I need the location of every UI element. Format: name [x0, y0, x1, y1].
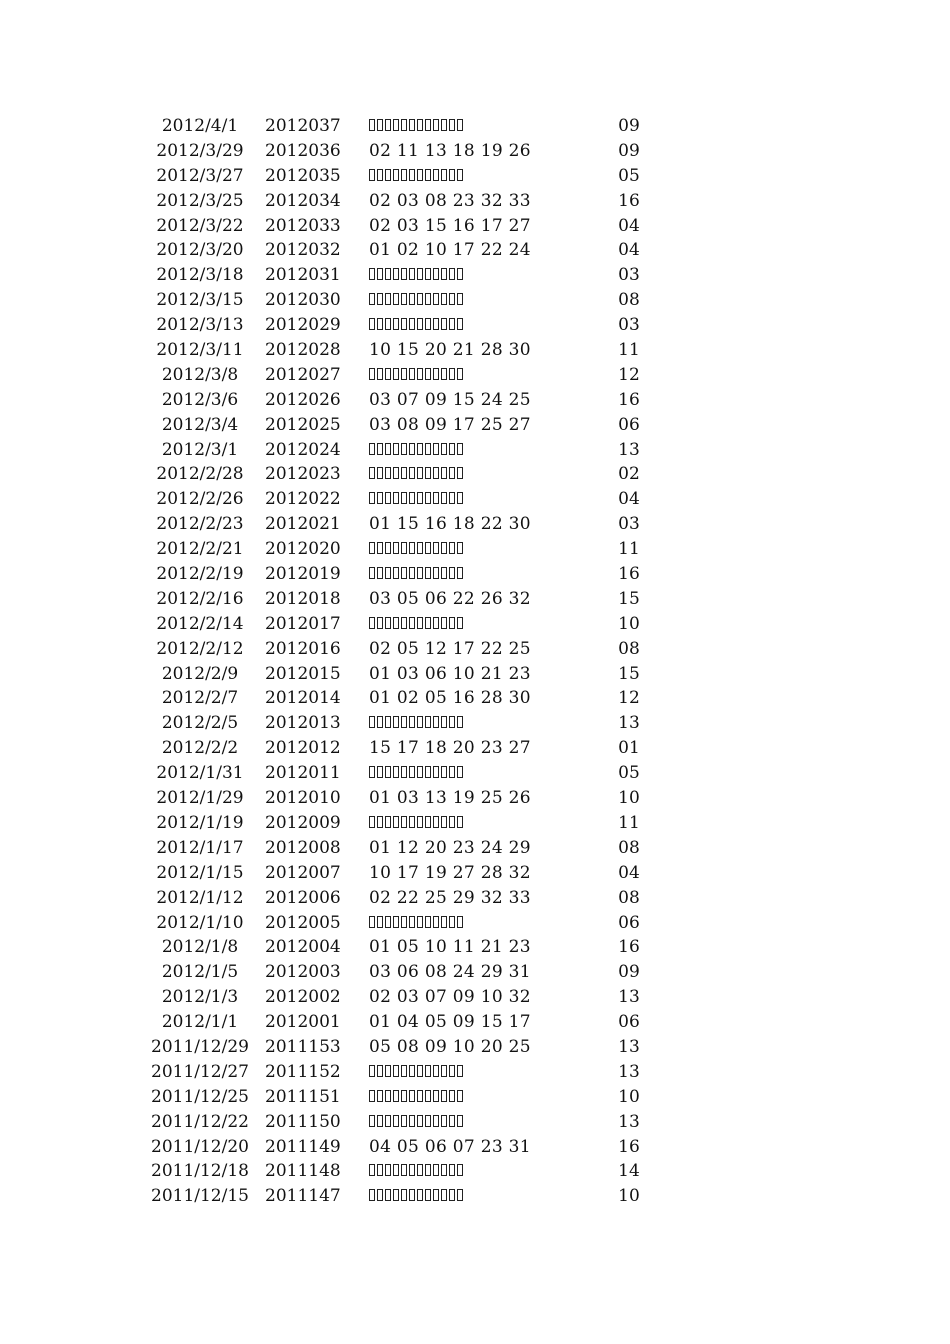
- table-row: [0, 164, 950, 189]
- lottery-results-table: [0, 114, 950, 1209]
- table-row: [0, 861, 950, 886]
- draw-date: 2011/12/27: [151, 1061, 249, 1082]
- issue-number: 2012030: [265, 290, 341, 311]
- table-row: [0, 338, 950, 363]
- missing-glyph-icon: [369, 716, 463, 728]
- issue-number: 2011152: [265, 1061, 341, 1082]
- table-row: [0, 935, 950, 960]
- issue-number: 2012010: [265, 788, 341, 809]
- winning-numbers: 02 03 15 16 17 27: [369, 215, 531, 236]
- garbled-numbers: [369, 487, 463, 512]
- garbled-numbers: [369, 1060, 463, 1085]
- blue-ball-number: 05: [618, 165, 640, 186]
- missing-glyph-icon: [369, 542, 463, 554]
- draw-date: 2012/3/6: [161, 389, 239, 410]
- garbled-numbers: [369, 1159, 463, 1184]
- winning-numbers: 05 08 09 10 20 25: [369, 1036, 531, 1057]
- blue-ball-number: 03: [618, 514, 640, 535]
- draw-date: 2012/4/1: [161, 116, 239, 136]
- issue-number: 2012031: [265, 265, 341, 286]
- draw-date: 2011/12/15: [151, 1186, 249, 1207]
- winning-numbers: 01 02 05 16 28 30: [369, 688, 531, 709]
- draw-date: 2012/1/8: [161, 937, 239, 958]
- blue-ball-number: 09: [618, 116, 640, 136]
- table-row: [0, 288, 950, 313]
- table-row: [0, 537, 950, 562]
- blue-ball-number: 06: [618, 1012, 640, 1033]
- draw-date: 2012/1/31: [156, 763, 244, 784]
- table-row: [0, 114, 950, 139]
- missing-glyph-icon: [369, 816, 463, 828]
- garbled-numbers: [369, 313, 463, 338]
- draw-date: 2012/3/8: [161, 364, 239, 385]
- blue-ball-number: 11: [618, 812, 640, 833]
- blue-ball-number: 12: [618, 364, 640, 385]
- draw-date: 2012/2/12: [156, 638, 244, 659]
- draw-date: 2012/2/5: [161, 713, 239, 734]
- blue-ball-number: 02: [618, 464, 640, 485]
- missing-glyph-icon: [369, 119, 463, 131]
- blue-ball-number: 03: [618, 265, 640, 286]
- blue-ball-number: 14: [618, 1161, 640, 1182]
- blue-ball-number: 11: [618, 539, 640, 560]
- winning-numbers: 02 11 13 18 19 26: [369, 140, 531, 161]
- winning-numbers: 04 05 06 07 23 31: [369, 1136, 531, 1157]
- winning-numbers: 02 22 25 29 32 33: [369, 887, 531, 908]
- issue-number: 2012004: [265, 937, 341, 958]
- missing-glyph-icon: [369, 293, 463, 305]
- garbled-numbers: [369, 1184, 463, 1209]
- table-row: [0, 189, 950, 214]
- table-row: [0, 413, 950, 438]
- table-row: [0, 736, 950, 761]
- garbled-numbers: [369, 263, 463, 288]
- blue-ball-number: 13: [618, 713, 640, 734]
- blue-ball-number: 10: [618, 1186, 640, 1207]
- garbled-numbers: [369, 462, 463, 487]
- draw-date: 2012/2/26: [156, 489, 244, 510]
- missing-glyph-icon: [369, 1164, 463, 1176]
- table-row: [0, 562, 950, 587]
- table-row: [0, 363, 950, 388]
- table-row: [0, 811, 950, 836]
- missing-glyph-icon: [369, 567, 463, 579]
- draw-date: 2012/2/21: [156, 539, 244, 560]
- missing-glyph-icon: [369, 1115, 463, 1127]
- draw-date: 2012/3/22: [156, 215, 244, 236]
- table-row: [0, 263, 950, 288]
- table-row: [0, 886, 950, 911]
- issue-number: 2012022: [265, 489, 341, 510]
- draw-date: 2012/3/4: [161, 414, 239, 435]
- table-row: [0, 1184, 950, 1209]
- blue-ball-number: 05: [618, 763, 640, 784]
- issue-number: 2011153: [265, 1036, 341, 1057]
- draw-date: 2011/12/18: [151, 1161, 249, 1182]
- draw-date: 2012/2/16: [156, 588, 244, 609]
- issue-number: 2012005: [265, 912, 341, 933]
- garbled-numbers: [369, 114, 463, 139]
- issue-number: 2012023: [265, 464, 341, 485]
- table-row: [0, 612, 950, 637]
- winning-numbers: 01 02 10 17 22 24: [369, 240, 531, 261]
- table-row: [0, 686, 950, 711]
- draw-date: 2012/1/5: [161, 962, 239, 983]
- draw-date: 2011/12/25: [151, 1086, 249, 1107]
- draw-date: 2012/3/29: [156, 140, 244, 161]
- blue-ball-number: 08: [618, 638, 640, 659]
- draw-date: 2012/1/29: [156, 788, 244, 809]
- garbled-numbers: [369, 811, 463, 836]
- blue-ball-number: 09: [618, 962, 640, 983]
- draw-date: 2012/2/14: [156, 613, 244, 634]
- blue-ball-number: 10: [618, 613, 640, 634]
- missing-glyph-icon: [369, 318, 463, 330]
- blue-ball-number: 11: [618, 340, 640, 361]
- table-row: [0, 512, 950, 537]
- blue-ball-number: 01: [618, 738, 640, 759]
- garbled-numbers: [369, 911, 463, 936]
- draw-date: 2012/3/18: [156, 265, 244, 286]
- blue-ball-number: 13: [618, 1036, 640, 1057]
- winning-numbers: 02 03 08 23 32 33: [369, 190, 531, 211]
- issue-number: 2012013: [265, 713, 341, 734]
- winning-numbers: 01 12 20 23 24 29: [369, 837, 531, 858]
- draw-date: 2012/2/23: [156, 514, 244, 535]
- table-row: [0, 960, 950, 985]
- issue-number: 2012032: [265, 240, 341, 261]
- issue-number: 2011149: [265, 1136, 341, 1157]
- blue-ball-number: 16: [618, 389, 640, 410]
- table-row: [0, 1085, 950, 1110]
- winning-numbers: 10 17 19 27 28 32: [369, 862, 531, 883]
- garbled-numbers: [369, 438, 463, 463]
- blue-ball-number: 04: [618, 862, 640, 883]
- table-row: [0, 786, 950, 811]
- blue-ball-number: 10: [618, 788, 640, 809]
- draw-date: 2012/3/20: [156, 240, 244, 261]
- draw-date: 2012/3/15: [156, 290, 244, 311]
- table-row: [0, 985, 950, 1010]
- draw-date: 2012/3/27: [156, 165, 244, 186]
- issue-number: 2012037: [265, 116, 341, 136]
- garbled-numbers: [369, 711, 463, 736]
- issue-number: 2012028: [265, 340, 341, 361]
- draw-date: 2012/1/19: [156, 812, 244, 833]
- garbled-numbers: [369, 761, 463, 786]
- issue-number: 2011147: [265, 1186, 341, 1207]
- garbled-numbers: [369, 562, 463, 587]
- garbled-numbers: [369, 612, 463, 637]
- table-row: [0, 637, 950, 662]
- winning-numbers: 03 08 09 17 25 27: [369, 414, 531, 435]
- table-row: [0, 1010, 950, 1035]
- draw-date: 2011/12/20: [151, 1136, 249, 1157]
- draw-date: 2012/1/17: [156, 837, 244, 858]
- missing-glyph-icon: [369, 1065, 463, 1077]
- missing-glyph-icon: [369, 766, 463, 778]
- draw-date: 2011/12/22: [151, 1111, 249, 1132]
- table-row: [0, 238, 950, 263]
- winning-numbers: 15 17 18 20 23 27: [369, 738, 531, 759]
- draw-date: 2012/3/1: [161, 439, 239, 460]
- blue-ball-number: 08: [618, 887, 640, 908]
- blue-ball-number: 13: [618, 1061, 640, 1082]
- draw-date: 2012/2/28: [156, 464, 244, 485]
- issue-number: 2012027: [265, 364, 341, 385]
- issue-number: 2012002: [265, 987, 341, 1008]
- winning-numbers: 01 04 05 09 15 17: [369, 1012, 531, 1033]
- winning-numbers: 01 03 13 19 25 26: [369, 788, 531, 809]
- winning-numbers: 03 07 09 15 24 25: [369, 389, 531, 410]
- missing-glyph-icon: [369, 169, 463, 181]
- blue-ball-number: 16: [618, 564, 640, 585]
- blue-ball-number: 06: [618, 414, 640, 435]
- table-row: [0, 388, 950, 413]
- garbled-numbers: [369, 1110, 463, 1135]
- missing-glyph-icon: [369, 1189, 463, 1201]
- missing-glyph-icon: [369, 368, 463, 380]
- blue-ball-number: 03: [618, 315, 640, 336]
- issue-number: 2012029: [265, 315, 341, 336]
- missing-glyph-icon: [369, 268, 463, 280]
- draw-date: 2012/2/2: [161, 738, 239, 759]
- blue-ball-number: 06: [618, 912, 640, 933]
- draw-date: 2012/1/1: [161, 1012, 239, 1033]
- table-row: [0, 1159, 950, 1184]
- table-row: [0, 836, 950, 861]
- table-row: [0, 438, 950, 463]
- table-row: [0, 313, 950, 338]
- missing-glyph-icon: [369, 467, 463, 479]
- issue-number: 2012001: [265, 1012, 341, 1033]
- blue-ball-number: 12: [618, 688, 640, 709]
- blue-ball-number: 08: [618, 290, 640, 311]
- blue-ball-number: 16: [618, 190, 640, 211]
- draw-date: 2012/1/3: [161, 987, 239, 1008]
- draw-date: 2012/3/11: [156, 340, 244, 361]
- missing-glyph-icon: [369, 1090, 463, 1102]
- issue-number: 2012012: [265, 738, 341, 759]
- issue-number: 2012024: [265, 439, 341, 460]
- issue-number: 2012017: [265, 613, 341, 634]
- issue-number: 2012021: [265, 514, 341, 535]
- blue-ball-number: 10: [618, 1086, 640, 1107]
- garbled-numbers: [369, 288, 463, 313]
- winning-numbers: 02 03 07 09 10 32: [369, 987, 531, 1008]
- issue-number: 2012033: [265, 215, 341, 236]
- blue-ball-number: 08: [618, 837, 640, 858]
- blue-ball-number: 09: [618, 140, 640, 161]
- draw-date: 2012/2/7: [161, 688, 239, 709]
- issue-number: 2012036: [265, 140, 341, 161]
- issue-number: 2012015: [265, 663, 341, 684]
- issue-number: 2012008: [265, 837, 341, 858]
- issue-number: 2011151: [265, 1086, 341, 1107]
- winning-numbers: 01 03 06 10 21 23: [369, 663, 531, 684]
- draw-date: 2012/1/15: [156, 862, 244, 883]
- table-row: [0, 1060, 950, 1085]
- winning-numbers: 10 15 20 21 28 30: [369, 340, 531, 361]
- table-row: [0, 214, 950, 239]
- winning-numbers: 03 06 08 24 29 31: [369, 962, 531, 983]
- table-row: [0, 1035, 950, 1060]
- draw-date: 2011/12/29: [151, 1036, 249, 1057]
- draw-date: 2012/1/10: [156, 912, 244, 933]
- missing-glyph-icon: [369, 617, 463, 629]
- table-row: [0, 139, 950, 164]
- garbled-numbers: [369, 537, 463, 562]
- winning-numbers: 03 05 06 22 26 32: [369, 588, 531, 609]
- table-row: [0, 462, 950, 487]
- issue-number: 2012003: [265, 962, 341, 983]
- table-row: [0, 587, 950, 612]
- draw-date: 2012/3/25: [156, 190, 244, 211]
- issue-number: 2012006: [265, 887, 341, 908]
- issue-number: 2012025: [265, 414, 341, 435]
- missing-glyph-icon: [369, 492, 463, 504]
- issue-number: 2012034: [265, 190, 341, 211]
- issue-number: 2012026: [265, 389, 341, 410]
- issue-number: 2012018: [265, 588, 341, 609]
- issue-number: 2011150: [265, 1111, 341, 1132]
- draw-date: 2012/2/9: [161, 663, 239, 684]
- issue-number: 2012020: [265, 539, 341, 560]
- issue-number: 2012035: [265, 165, 341, 186]
- issue-number: 2012011: [265, 763, 341, 784]
- blue-ball-number: 13: [618, 1111, 640, 1132]
- issue-number: 2012009: [265, 812, 341, 833]
- table-row: [0, 761, 950, 786]
- table-row: [0, 1135, 950, 1160]
- issue-number: 2012007: [265, 862, 341, 883]
- table-row: [0, 1110, 950, 1135]
- blue-ball-number: 04: [618, 215, 640, 236]
- garbled-numbers: [369, 164, 463, 189]
- winning-numbers: 01 05 10 11 21 23: [369, 937, 531, 958]
- issue-number: 2012016: [265, 638, 341, 659]
- missing-glyph-icon: [369, 916, 463, 928]
- draw-date: 2012/1/12: [156, 887, 244, 908]
- issue-number: 2012014: [265, 688, 341, 709]
- winning-numbers: 01 15 16 18 22 30: [369, 514, 531, 535]
- blue-ball-number: 13: [618, 439, 640, 460]
- issue-number: 2011148: [265, 1161, 341, 1182]
- garbled-numbers: [369, 1085, 463, 1110]
- garbled-numbers: [369, 363, 463, 388]
- blue-ball-number: 15: [618, 588, 640, 609]
- blue-ball-number: 16: [618, 1136, 640, 1157]
- draw-date: 2012/3/13: [156, 315, 244, 336]
- blue-ball-number: 13: [618, 987, 640, 1008]
- table-row: [0, 711, 950, 736]
- issue-number: 2012019: [265, 564, 341, 585]
- table-row: [0, 487, 950, 512]
- draw-date: 2012/2/19: [156, 564, 244, 585]
- blue-ball-number: 04: [618, 240, 640, 261]
- table-row: [0, 911, 950, 936]
- table-row: [0, 662, 950, 687]
- winning-numbers: 02 05 12 17 22 25: [369, 638, 531, 659]
- blue-ball-number: 04: [618, 489, 640, 510]
- blue-ball-number: 16: [618, 937, 640, 958]
- missing-glyph-icon: [369, 443, 463, 455]
- blue-ball-number: 15: [618, 663, 640, 684]
